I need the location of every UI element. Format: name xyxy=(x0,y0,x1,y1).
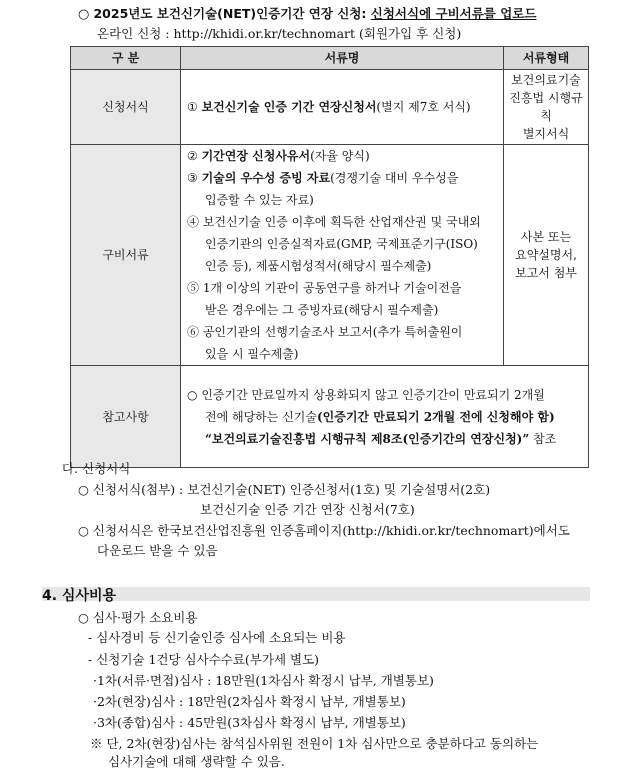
item-text: 보건신기술(NET) 인증신청서(1호) 및 기술설명서(2호) xyxy=(187,482,491,497)
item-continuation: 입증할 수 있는 자료) xyxy=(205,193,314,207)
reference-line-3 xyxy=(187,428,582,450)
item-rest: 1개 이상의 기관이 공동연구를 하거나 기술이전을 xyxy=(202,281,462,295)
form-line: 보고서 첨부 xyxy=(515,266,577,280)
form-line: 진흥법 시행규칙 xyxy=(509,91,583,123)
list-item xyxy=(187,277,499,321)
intro-title-underlined: 신청서식에 구비서류를 업로드 xyxy=(370,6,537,21)
table-row-reference xyxy=(71,366,589,468)
list-item xyxy=(187,321,499,365)
section-4-note: ※ 단, 2차(현장)심사는 참석심사위원 전원이 1차 심사만으로 충분하다고 동의하는 xyxy=(90,736,539,751)
section-4-note-cont: 심사기술에 대해 생략할 수 있음. xyxy=(108,754,285,769)
section-4-line: ·1차(서류·면접)심사 : 18만원(1차심사 확정시 납부, 개별통보) xyxy=(93,673,434,688)
list-item xyxy=(187,211,499,277)
item-number: ⑤ xyxy=(187,281,200,295)
item-rest: 보건신기술 인증 이후에 획득한 산업재산권 및 국내외 xyxy=(202,215,481,229)
item-number: ④ xyxy=(187,215,200,229)
intro-line-1 xyxy=(78,4,536,22)
section-4-line: ·3차(종합)심사 : 45만원(3차심사 확정시 납부, 개별통보) xyxy=(93,715,406,730)
section-4-sub: ○ 심사·평가 소요비용 xyxy=(78,610,198,625)
table-header-row xyxy=(71,47,589,70)
form-line: 사본 또는 xyxy=(520,230,572,244)
section-da-item-2: ○ 신청서식은 한국보건산업진흥원 인증홈페이지(http://khidi.or.kr/technomart)에서도 xyxy=(78,523,570,538)
header-category: 구 분 xyxy=(71,47,181,70)
reference-text: 참조 xyxy=(529,431,557,446)
reference-note xyxy=(181,366,589,468)
item-number: ② xyxy=(187,149,198,163)
header-doc-form: 서류형태 xyxy=(504,47,589,70)
item-bold: 기술의 우수성 증빙 자료 xyxy=(201,171,331,185)
reference-text: 인증기간 만료일까지 상용화되지 않고 인증기간이 만료되기 2개월 xyxy=(201,387,545,402)
bullet-icon: ○ xyxy=(187,387,198,402)
list-item xyxy=(187,145,499,167)
form-line: 보건의료기술 xyxy=(511,73,581,87)
table-row-application xyxy=(71,70,589,145)
item-rest: (자율 양식) xyxy=(310,149,370,163)
section-4-line: - 신청기술 1건당 심사수수료(부가세 별도) xyxy=(88,652,320,667)
section-da-item-1 xyxy=(78,480,490,498)
item-continuation: 인증기관의 인증실적자료(GMP, 국제표준기구(ISO) xyxy=(205,237,478,251)
form-line: 별지서식 xyxy=(522,127,570,141)
list-item xyxy=(187,167,499,211)
section-4-line: - 심사경비 등 신기술인증 심사에 소요되는 비용 xyxy=(88,630,346,645)
item-continuation: 있을 시 필수제출) xyxy=(205,347,299,361)
section-4-line: ·2차(현장)심사 : 18만원(2차심사 확정시 납부, 개별통보) xyxy=(93,694,406,709)
section-4-heading-bar xyxy=(42,587,590,601)
category-documents: 구비서류 xyxy=(71,145,181,366)
section-da-heading: 다. 신청서식 xyxy=(62,461,131,476)
form-line: 요약설명서, xyxy=(515,248,577,262)
reference-bold: (인증기간 만료되기 2개월 전에 신청해야 함) xyxy=(316,409,555,424)
intro-title: 2025년도 보건신기술(NET)인증기간 연장 신청: xyxy=(93,6,371,21)
bullet-icon: ○ xyxy=(78,7,90,22)
item-number: ⑥ xyxy=(187,325,200,339)
item-bold: 기간연장 신청사유서 xyxy=(201,149,311,163)
item-number: ③ xyxy=(187,171,198,185)
intro-url-line: 온라인 신청 : http://khidi.or.kr/technomart (회원가입 후 신청) xyxy=(97,26,462,41)
item-continuation: 인증 등), 제품시험성적서(해당시 필수제출) xyxy=(205,259,432,273)
header-doc-name: 서류명 xyxy=(181,47,504,70)
reference-line-1 xyxy=(187,384,582,406)
item-bold: 보건신기술 인증 기간 연장신청서 xyxy=(201,100,377,114)
documents-list xyxy=(181,145,504,366)
table-row-documents xyxy=(71,145,589,366)
reference-text: 전에 해당하는 신기술 xyxy=(205,409,317,424)
section-4-heading: 4. 심사비용 xyxy=(42,588,117,604)
item-rest: 공인기관의 선행기술조사 보고서(추가 특허출원이 xyxy=(202,325,463,339)
document-table xyxy=(70,46,589,468)
application-form xyxy=(504,70,589,145)
reference-line-2 xyxy=(187,406,582,428)
documents-form xyxy=(504,145,589,366)
application-doc xyxy=(181,70,504,145)
reference-bold: “보건의료기술진흥법 시행규칙 제8조(인증기간의 연장신청)” xyxy=(205,431,530,446)
item-rest: (별지 제7호 서식) xyxy=(376,100,471,114)
section-da-item-2-cont: 다운로드 받을 수 있음 xyxy=(97,543,218,558)
section-da-item-1-cont: 보건신기술 인증 기간 연장 신청서(7호) xyxy=(200,502,415,517)
category-application: 신청서식 xyxy=(71,70,181,145)
category-reference: 참고사항 xyxy=(71,366,181,468)
item-label: ○ 신청서식(첨부) : xyxy=(78,482,188,497)
item-number: ① xyxy=(187,100,198,114)
item-rest: (경쟁기술 대비 우수성을 xyxy=(330,171,459,185)
item-continuation: 받은 경우에는 그 증빙자료(해당시 필수제출) xyxy=(205,303,439,317)
